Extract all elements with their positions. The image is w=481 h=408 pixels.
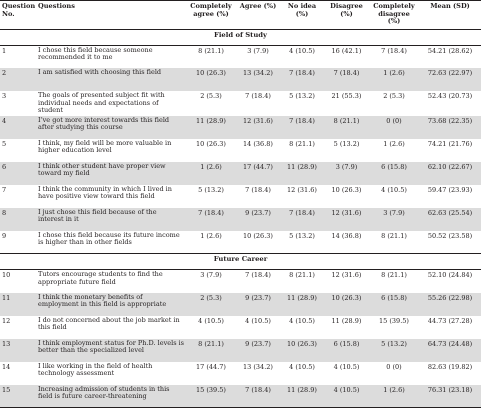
cell-agree: 7 (18.4) [245, 185, 271, 194]
cell-completely-disagree: 0 (0) [386, 362, 402, 371]
cell-completely-disagree: 5 (13.2) [369, 339, 419, 362]
cell-agree: 14 (36.8) [243, 139, 273, 148]
table-header [0, 1, 481, 30]
cell-completely-agree: 2 (5.3) [186, 293, 236, 316]
cell-mean: 44.73 (27.28) [427, 316, 473, 325]
cell-mean: 59.47 (23.93) [427, 185, 473, 194]
cell-completely-agree: 7 (18.4) [186, 208, 236, 231]
cell-completely-agree: 2 (5.3) [200, 92, 222, 101]
cell-mean: 72.63 (22.97) [419, 68, 481, 91]
section-title: Future Career [0, 254, 481, 270]
cell-agree: 9 (23.7) [236, 293, 280, 316]
cell-completely-agree: 3 (7.9) [200, 271, 222, 280]
question-text: I chose this field because its future income is higher than in other fields [38, 230, 180, 247]
table-row [0, 139, 481, 162]
cell-agree: 7 (18.4) [245, 92, 271, 101]
cell-disagree: 11 (28.9) [331, 316, 362, 325]
question-text: I think, my field will be more valuable in higher education level [38, 138, 172, 155]
cell-agree: 7 (18.4) [236, 385, 280, 408]
table-row [0, 316, 481, 339]
cell-disagree: 5 (13.2) [333, 139, 360, 148]
cell-agree: 9 (23.7) [236, 339, 280, 362]
cell-disagree: 4 (10.5) [333, 362, 360, 371]
question-text: I think employment status for Ph.D. levels is better than the specialized level [36, 339, 186, 362]
cell-agree: 17 (44.7) [236, 162, 280, 185]
cell-agree: 9 (23.7) [236, 208, 280, 231]
table-row [0, 162, 481, 185]
question-number: 1 [2, 46, 7, 55]
cell-completely-agree: 5 (13.2) [198, 185, 224, 194]
cell-no-idea: 11 (28.9) [280, 293, 324, 316]
cell-no-idea: 12 (31.6) [287, 185, 317, 194]
question-number: 7 [2, 185, 7, 194]
cell-disagree: 12 (31.6) [324, 208, 369, 231]
cell-completely-disagree: 15 (39.5) [379, 316, 409, 325]
cell-completely-agree: 17 (44.7) [196, 362, 226, 371]
table-row [0, 231, 481, 254]
question-text: I chose this field because someone recommended it to me [38, 45, 153, 62]
cell-completely-disagree: 6 (15.8) [369, 293, 419, 316]
cell-mean: 62.63 (25.54) [419, 208, 481, 231]
cell-mean: 55.26 (22.98) [419, 293, 481, 316]
cell-completely-disagree: 8 (21.1) [381, 271, 407, 280]
question-number: 15 [0, 385, 36, 408]
cell-disagree: 21 (55.3) [331, 92, 362, 101]
cell-agree: 3 (7.9) [247, 46, 269, 55]
cell-disagree: 10 (26.3) [324, 293, 369, 316]
question-number: 2 [0, 68, 36, 91]
section-header-row [0, 29, 481, 45]
cell-completely-disagree: 4 (10.5) [381, 185, 407, 194]
header-no-idea: No idea (%) [280, 1, 324, 30]
header-agree: Agree (%) [236, 1, 280, 30]
cell-mean: 74.21 (21.76) [427, 139, 473, 148]
table-row [0, 362, 481, 385]
cell-completely-agree: 4 (10.5) [198, 316, 224, 325]
cell-no-idea: 7 (18.4) [280, 68, 324, 91]
cell-mean: 64.73 (24.48) [419, 339, 481, 362]
cell-mean: 76.31 (23.18) [419, 385, 481, 408]
cell-disagree: 16 (42.1) [331, 46, 362, 55]
cell-mean: 52.43 (20.73) [427, 92, 473, 101]
question-text: I just chose this field because of the interest in it [36, 208, 186, 231]
table-row [0, 293, 481, 316]
question-number: 5 [2, 139, 7, 148]
section-header-row [0, 254, 481, 270]
question-number: 13 [0, 339, 36, 362]
cell-completely-agree: 10 (26.3) [196, 139, 226, 148]
question-text: I do not concerned about the job market in this field [38, 315, 180, 332]
cell-agree: 10 (26.3) [243, 231, 273, 240]
cell-completely-disagree: 1 (2.6) [369, 385, 419, 408]
cell-no-idea: 4 (10.5) [289, 46, 315, 55]
table-row [0, 270, 481, 293]
section-title: Field of Study [0, 29, 481, 45]
question-number: 9 [2, 231, 7, 240]
cell-mean: 82.63 (19.82) [427, 362, 473, 371]
cell-disagree: 7 (18.4) [324, 68, 369, 91]
header-mean: Mean (SD) [419, 1, 481, 30]
cell-no-idea: 8 (21.1) [289, 271, 315, 280]
cell-no-idea: 5 (13.2) [289, 231, 315, 240]
question-text: I am satisfied with choosing this field [36, 68, 186, 91]
question-number: 6 [0, 162, 36, 185]
cell-completely-disagree: 2 (5.3) [383, 92, 405, 101]
cell-disagree: 10 (26.3) [331, 185, 362, 194]
table-row [0, 45, 481, 68]
cell-disagree: 12 (31.6) [331, 271, 362, 280]
question-text: Increasing admission of students in this field is future career-threatening [36, 385, 186, 408]
cell-completely-agree: 10 (26.3) [186, 68, 236, 91]
cell-disagree: 8 (21.1) [324, 116, 369, 139]
cell-completely-disagree: 1 (2.6) [383, 139, 405, 148]
table-row [0, 68, 481, 91]
cell-no-idea: 7 (18.4) [280, 208, 324, 231]
cell-agree: 13 (34.2) [243, 362, 273, 371]
cell-mean: 52.10 (24.84) [427, 271, 473, 280]
question-number: 11 [0, 293, 36, 316]
cell-no-idea: 7 (18.4) [280, 116, 324, 139]
cell-mean: 50.52 (23.58) [427, 231, 473, 240]
question-number: 3 [2, 92, 7, 101]
question-text: Tutors encourage students to find the appropriate future field [38, 270, 163, 286]
cell-no-idea: 4 (10.5) [289, 362, 315, 371]
cell-completely-agree: 15 (39.5) [186, 385, 236, 408]
question-text: I’ve got more interest towards this field after studying this course [36, 116, 186, 139]
cell-completely-disagree: 3 (7.9) [369, 208, 419, 231]
cell-disagree: 4 (10.5) [324, 385, 369, 408]
cell-disagree: 3 (7.9) [324, 162, 369, 185]
header-questions: Questions [36, 1, 186, 30]
table-row [0, 339, 481, 362]
cell-mean: 62.10 (22.67) [419, 162, 481, 185]
cell-completely-disagree: 0 (0) [369, 116, 419, 139]
cell-completely-agree: 8 (21.1) [186, 339, 236, 362]
table-row [0, 185, 481, 208]
header-disagree: Disagree (%) [324, 1, 369, 30]
cell-no-idea: 4 (10.5) [289, 316, 315, 325]
table-row [0, 116, 481, 139]
question-text: I think other student have proper view toward my field [36, 162, 186, 185]
cell-no-idea: 11 (28.9) [280, 385, 324, 408]
cell-agree: 12 (31.6) [236, 116, 280, 139]
cell-completely-agree: 1 (2.6) [200, 231, 222, 240]
cell-no-idea: 8 (21.1) [289, 139, 315, 148]
cell-completely-disagree: 7 (18.4) [381, 46, 407, 55]
question-number: 12 [2, 316, 11, 325]
cell-completely-agree: 8 (21.1) [198, 46, 224, 55]
cell-completely-disagree: 8 (21.1) [381, 231, 407, 240]
table-row [0, 385, 481, 408]
cell-agree: 4 (10.5) [245, 316, 271, 325]
header-completely-agree: Completely agree (%) [186, 1, 236, 30]
question-number: 10 [2, 271, 11, 280]
question-number: 14 [2, 362, 11, 371]
question-text: I like working in the field of health technology assessment [38, 361, 153, 378]
cell-disagree: 14 (36.8) [331, 231, 362, 240]
cell-no-idea: 10 (26.3) [280, 339, 324, 362]
header-question-no: Question No. [0, 1, 36, 30]
cell-completely-agree: 1 (2.6) [186, 162, 236, 185]
header-completely-disagree: Completely disagree (%) [369, 1, 419, 30]
table-body [0, 29, 481, 407]
cell-completely-disagree: 1 (2.6) [369, 68, 419, 91]
cell-disagree: 6 (15.8) [324, 339, 369, 362]
cell-completely-disagree: 6 (15.8) [369, 162, 419, 185]
question-text: The goals of presented subject fit with individual needs and expectations of student [38, 91, 165, 115]
question-number: 8 [0, 208, 36, 231]
cell-agree: 7 (18.4) [245, 271, 271, 280]
table-row [0, 208, 481, 231]
cell-agree: 13 (34.2) [236, 68, 280, 91]
cell-no-idea: 11 (28.9) [280, 162, 324, 185]
cell-mean: 54.21 (28.62) [427, 46, 473, 55]
cell-mean: 73.68 (22.35) [419, 116, 481, 139]
question-text: I think the community in which I lived in have positive view toward this field [38, 184, 172, 201]
cell-no-idea: 5 (13.2) [289, 92, 315, 101]
question-number: 4 [0, 116, 36, 139]
table-row [0, 91, 481, 115]
question-text: I think the monetary benefits of employment in this field is appropriate [36, 293, 186, 316]
cell-completely-agree: 11 (28.9) [186, 116, 236, 139]
